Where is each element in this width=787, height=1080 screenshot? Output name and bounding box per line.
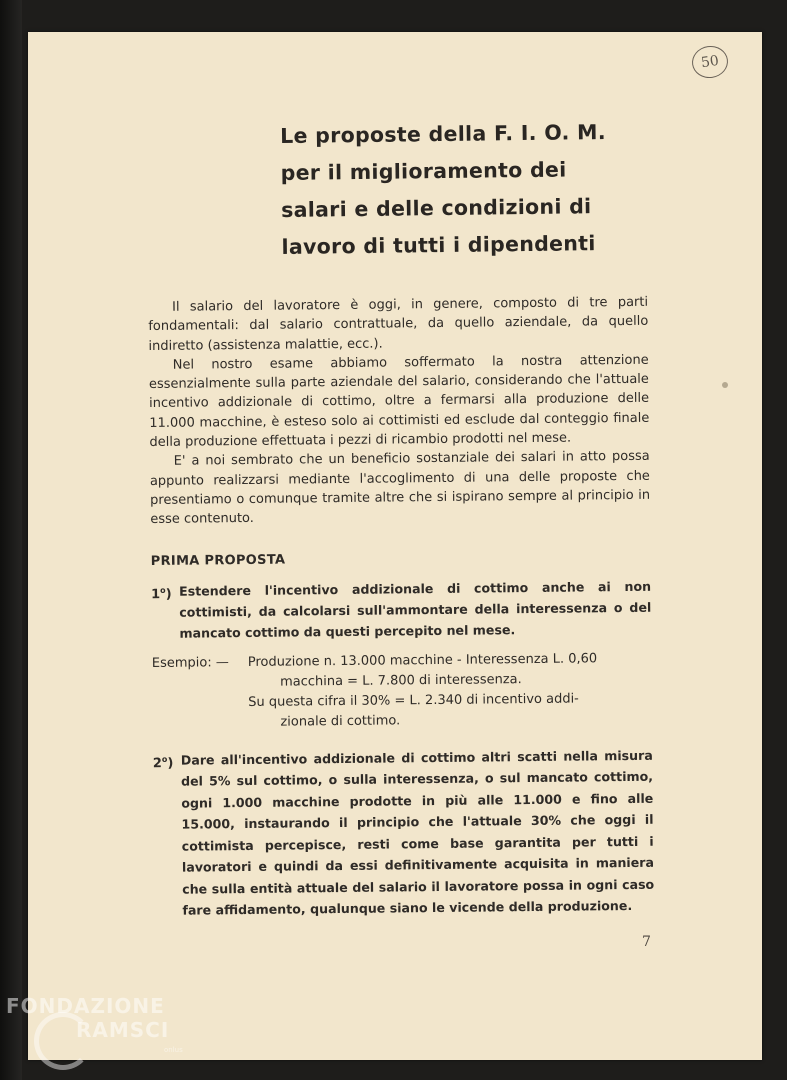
page-number: 7 <box>642 934 651 950</box>
example-line: Produzione n. 13.000 macchine - Interessenza L. 0,60 <box>247 651 598 670</box>
item-text: Dare all'incentivo addizionale di cottimo altri scatti nella misura del 5% sul cottimo, o sulla interessenza, o sul mancato cottimo, ogni 1.000 macchine prodotte in più alle 11.000 e fino alle 15.000, instaurando il principio che l'attuale 30% che oggi il cottimista percepisce, resti come base garantita per tutti i lavoratori e quindi da essi definitivamente acquisita in maniera che sulla entità attuale del salario il lavoratore possa in ogni caso fare affidamento, qualunque siano le vicende della produzione. <box>180 747 655 919</box>
example-block <box>152 649 653 734</box>
title-line: Le proposte della F. I. O. M. <box>280 120 606 148</box>
example-line: macchina = L. 7.800 di interessenza. <box>279 671 522 690</box>
paper-spot <box>722 382 728 388</box>
body-paragraph: E' a noi sembrato che un beneficio sostanziale dei salari in atto possa appunto realizzarsi mediante l'accoglimento di una delle proposte che presentiamo o comunque tramite altre che si ispirano sempre al principio in esse contenuto. <box>149 449 651 528</box>
body-paragraph: Il salario del lavoratore è oggi, in genere, composto di tre parti fondamentali: dal salario contrattuale, da quello aziendale, da quello indiretto (assistenza malattie, ecc.). <box>148 294 649 354</box>
watermark-text: FONDAZIONE <box>6 994 165 1018</box>
example-line: zionale di cottimo. <box>280 713 401 730</box>
archive-watermark-logo <box>6 994 206 1070</box>
watermark-text: onlus <box>164 1046 183 1054</box>
title-line: salari e delle condizioni di <box>280 194 592 222</box>
example-line: Su questa cifra il 30% = L. 2.340 di incentivo addi- <box>248 691 579 710</box>
item-text: Estendere l'incentivo addizionale di cottimo anche ai non cottimisti, da calcolarsi sull'ammontare della interessenza o del mancato cottimo da questi percepito nel mese. <box>178 578 652 641</box>
archive-page-stamp: 50 <box>690 44 730 81</box>
document-body <box>148 293 655 922</box>
watermark-text: RAMSCI <box>76 1018 170 1042</box>
document-page <box>28 32 762 1060</box>
body-paragraph: Nel nostro esame abbiamo soffermato la nostra attenzione essenzialmente sulla parte aziendale del salario, considerando che l'attuale incentivo addizionale di cottimo, oltre a fermarsi alla produzione delle 11.000 macchine, è esteso solo ai cottimisti ed esclude dal conteggio finale della produzione effettuata i pezzi di ricambio prodotti nel mese. <box>148 352 650 451</box>
binding-spine <box>0 0 22 1080</box>
example-label: Esempio: — <box>151 655 229 671</box>
title-line: per il miglioramento dei <box>280 157 567 185</box>
proposal-item-1 <box>151 576 652 644</box>
title-line: lavoro di tutti i dipendenti <box>281 231 596 259</box>
proposal-item-2 <box>153 745 655 922</box>
section-heading: PRIMA PROPOSTA <box>150 552 286 569</box>
item-number: 2$^o$) <box>152 754 174 772</box>
item-number: 1$^o$) <box>151 585 172 603</box>
document-title <box>280 113 662 266</box>
